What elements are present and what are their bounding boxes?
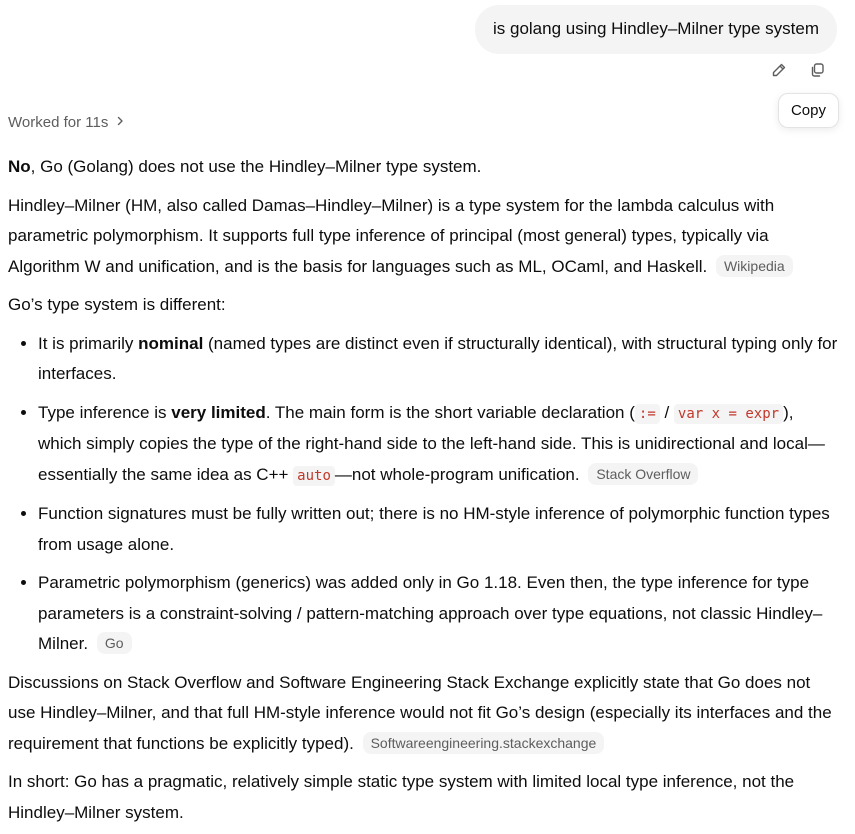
answer-paragraph bbox=[8, 767, 838, 828]
answer-bold-no: No bbox=[8, 157, 31, 176]
assistant-answer bbox=[8, 152, 838, 834]
answer-text: (named types are distinct even if structurally identical), with structural typing only for interfaces. bbox=[38, 333, 838, 383]
inline-code: auto bbox=[293, 466, 335, 486]
answer-text: It is primarily bbox=[38, 333, 139, 353]
answer-text: In short: Go has a pragmatic, relatively simple static type system with limited local type inference, not the Hindley–Milner system. bbox=[8, 772, 795, 822]
answer-text: Hindley–Milner (HM, also called Damas–Hindley–Milner) is a type system for the lambda calculus with parametric polymorphism. It supports full type inference of principal (most general) types, typically via Algorithm W and unification, and is the basis for languages such as ML, OCaml, and Haskell. bbox=[8, 195, 775, 276]
copy-tooltip bbox=[778, 93, 839, 128]
copy-tooltip-text: Copy bbox=[790, 102, 826, 119]
pencil-icon bbox=[771, 62, 787, 83]
answer-text: Function signatures must be fully written out; there is no HM-style inference of polymorphic function types from usage alone. bbox=[38, 504, 830, 554]
answer-text: Parametric polymorphism (generics) was added only in Go 1.18. Even then, the type inference for type parameters is a constraint-solving / pattern-matching approach over type equations, not classic Hindley–Milner. bbox=[38, 573, 823, 653]
answer-paragraph bbox=[8, 290, 838, 321]
answer-text: —not whole-program unification. bbox=[334, 464, 580, 484]
worked-for-toggle[interactable] bbox=[8, 114, 126, 131]
answer-text: / bbox=[659, 402, 674, 422]
answer-paragraph bbox=[8, 152, 838, 183]
copy-icon bbox=[809, 62, 825, 83]
answer-text: Go’s type system is different: bbox=[8, 295, 226, 314]
citation-stack-overflow[interactable]: Stack Overflow bbox=[588, 463, 698, 485]
worked-for-label: Worked for 11s bbox=[8, 114, 109, 131]
answer-text: Discussions on Stack Overflow and Software Engineering Stack Exchange explicitly state that Go does not use Hindley–Milner, and that full HM-style inference would not fit Go’s design (especially its interfaces and the requirement that functions be explicitly typed). bbox=[8, 672, 832, 753]
chevron-right-icon bbox=[114, 114, 126, 131]
answer-text: . The main form is the short variable declaration ( bbox=[265, 402, 635, 422]
list-item bbox=[38, 398, 838, 492]
edit-message-button[interactable] bbox=[767, 60, 791, 84]
list-item bbox=[38, 499, 838, 560]
answer-bold: very limited bbox=[171, 402, 266, 422]
answer-text: Type inference is bbox=[38, 402, 172, 422]
message-actions bbox=[767, 60, 829, 84]
list-item bbox=[38, 329, 838, 390]
list-item bbox=[38, 568, 838, 660]
answer-paragraph bbox=[8, 191, 838, 283]
copy-message-button[interactable] bbox=[805, 60, 829, 84]
citation-go[interactable]: Go bbox=[97, 632, 132, 654]
answer-bold: nominal bbox=[138, 333, 204, 353]
citation-wikipedia[interactable]: Wikipedia bbox=[716, 255, 793, 277]
user-message-bubble bbox=[475, 5, 837, 54]
answer-text: ), which simply copies the type of the right-hand side to the left-hand side. This is unidirectional and local—essentially the same idea as C++ bbox=[38, 402, 825, 484]
user-message-text: is golang using Hindley–Milner type system bbox=[493, 19, 819, 38]
citation-softwareengineering[interactable]: Softwareengineering.stackexchange bbox=[363, 732, 605, 754]
answer-text: , Go (Golang) does not use the Hindley–Milner type system. bbox=[30, 157, 482, 176]
inline-code: := bbox=[635, 404, 660, 424]
answer-paragraph bbox=[8, 668, 838, 760]
answer-bullet-list bbox=[8, 329, 838, 660]
inline-code: var x = expr bbox=[674, 404, 783, 424]
